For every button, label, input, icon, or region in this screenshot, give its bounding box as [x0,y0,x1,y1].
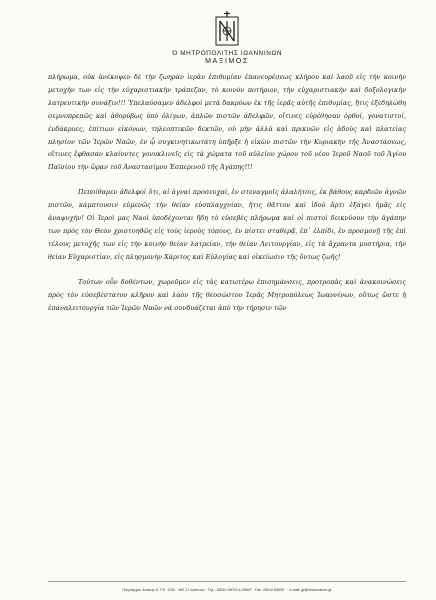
footer-address: Πατριάρχου Ἰωακείμ 5, Τ.Θ. 1130 · 452 21 Ἰωάννινα · Τηλ.: 26510 26079 & 26807 · Fax: 26510 84530 · · e-mail: gr@imioanninon.gr [122,588,332,592]
monogram-cross-icon [212,10,242,48]
letter-body [48,71,406,314]
sender-title: Ὁ ΜΗΤΡΟΠΟΛΙΤΗΣ ΙΩΑΝΝΙΝΩΝ [171,50,283,57]
paragraph: Τούτων οὖν δοθέντων, χωροῦμεν εἰς τὰς κατωτέρω ἐπισημάνσεις, προτροπὰς καὶ ἀνακοινώσεις πρὸς τὸν εὐσεβέστατον κλῆρον καὶ λαὸν τῆς θεοσώστου Ἱερᾶς Μητροπόλεως Ἰωαννίνων, οὕτως ὥστε ἡ ἐπαναλειτουργία τῶν Ἱερῶν Ναῶν νὰ συνδυάζεται ἀπὸ τὴν τήρησιν τῶν [48,277,406,312]
sender-name: ΜΑΞΙΜΟΣ [205,58,249,65]
paragraph: Πεποίθαμεν ἀδελφοὶ ὅτι, αἱ ἁγναὶ προσευχαί, ἐν στεναγμοῖς ἀλαλήτοις, ἐκ βάθους καρδιῶν ἁγνῶν πιστῶν, κάμπτουσιν εὐμενῶς τὴν θείαν εὐσπλαγχνίαν, ἥτις θᾶττον καὶ ἰδοὺ ἄρτι ἐξάγει ἡμᾶς εἰς ἀναψυχὴν! Οἱ Ἱεροὶ μας Ναοὶ ὑποδέχονται ἤδη τὸ εὐσεβὲς πλήρωμα καὶ οἱ πιστοὶ δεικνύουν τὴν ἀγάπην των πρὸς τὸν Θεὸν χριστοηθῶς εἰς τοὺς ἱεροὺς τόπους, ἐν πίστει σταθερᾷ, ἐπ᾽ ἐλπίδι, ἐν προσμονῇ τῆς ἐπὶ τέλους μετοχῆς των εἰς τὴν κοινὴν θείαν λατρείαν, τὴν θείαν Λειτουργίαν, εἰς τὰ ἄχραντα μυστήρια, τὴν θείαν Εὐχαριστίαν, εἰς πλησμονὴν Χάριτος καὶ Εὐλογίας καὶ οἰκείωσιν τῆς ὄντως ζωῆς! [48,188,406,261]
footer-divider [48,581,406,582]
paragraph: πλήρωμα, οὐκ ἀνέκοψεν δὲ τὴν ζωηρὰν ἱερὰν ἐπιθυμίαν ἐπανευρέσεως κλήρου καὶ λαοῦ εἰς τὴν κοινὴν μετοχὴν των εἰς τὴν εὐχαριστιακὴν τράπεζαν, τὸ κοινὸν ποτήριον, τὴν εὐχαριστιακὴν καὶ δοξολογικὴν λατρευτικὴν συνάξιν!!! Ὑπελαύσαμεν ἀδελφοὶ μετὰ δακρύων ἐκ τῆς ἱερᾶς αὐτῆς ἐπιθυμίας, ἥτις ἐξεδηλώθη σεμνοπρεπῶς καὶ ἀθορύβως ὑπὸ ὀλίγων, ἁπλῶν πιστῶν ἀδελφῶν, οἵτινες εὑρέθησαν ὀρθοί, γονατιστοί, ἐνδάκρυες, ἐπίτιων εἰκόνων, τηλεοπτικῶν δεκτῶν, οὐ μὴν ἀλλὰ καὶ πρικνῶν εἰς ἀδοὺς καὶ πλατείας πλησίον τῶν Ἱερῶν Ναῶν, ἐν ᾧ συγκινητικωτάτη ὑπῆρξε ἡ εἰκὼν πιστῶν τὴν Κυριακὴν τῆς Ἀναστάσεως, οἵτινες ἔφθασαν κλαίοντες γονυκλινεῖς εἰς τὰ χώματα τοῦ αὐλείου χώρου τοῦ νέου Ἱεροῦ Ναοῦ τοῦ Ἁγίου Παϊσίου τὴν ὥραν τοῦ Ἀναστασίμου Ἑσπερινοῦ τῆς Ἀγάπης!!! [48,73,406,172]
letterhead [48,0,406,65]
